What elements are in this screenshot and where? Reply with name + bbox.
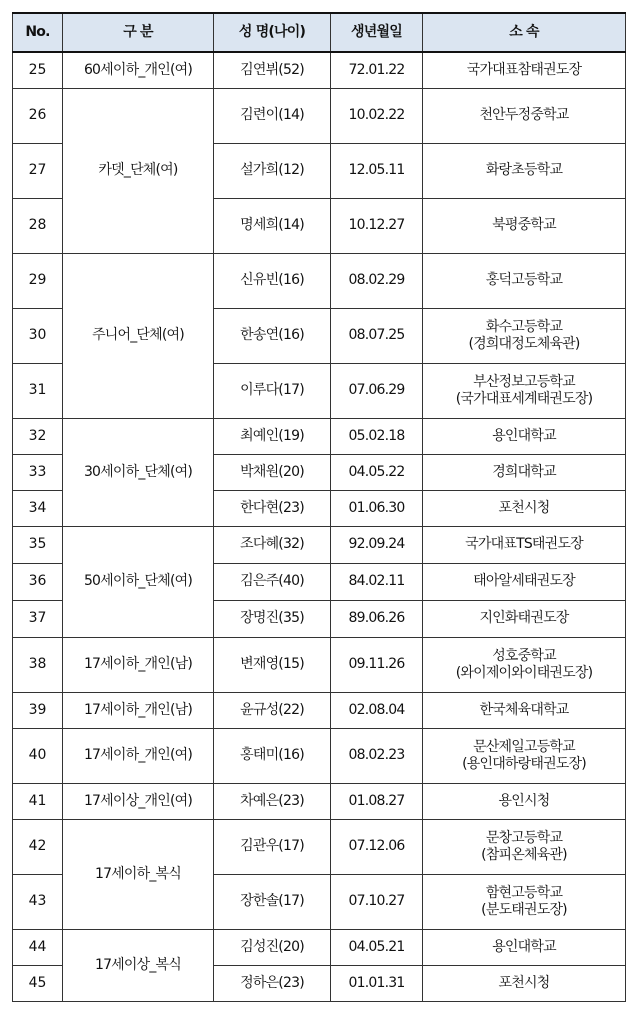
row-birth: 89.06.26: [331, 600, 423, 637]
row-birth: 84.02.11: [331, 563, 423, 600]
row-name: 윤규성(22): [214, 692, 331, 728]
affiliation-line-1: 문창고등학교: [485, 829, 563, 846]
row-division: 17세이하_개인(남): [63, 637, 214, 692]
affiliation-line-2: (와이제이와이태권도장): [455, 664, 593, 681]
row-name: 김관우(17): [214, 819, 331, 874]
row-division: 주니어_단체(여): [63, 253, 214, 418]
row-name: 김련이(14): [214, 88, 331, 143]
header-name: 성 명(나이): [214, 13, 331, 52]
row-affiliation: 포천시청: [423, 490, 626, 526]
table-row: [13, 819, 626, 874]
row-affiliation: 북평중학교: [423, 198, 626, 253]
affiliation-line-2: (참피온체육관): [481, 846, 567, 863]
row-division: 17세이상_개인(여): [63, 783, 214, 819]
row-affiliation: 용인대학교: [423, 418, 626, 454]
row-birth: 01.08.27: [331, 783, 423, 819]
row-name: 장명진(35): [214, 600, 331, 637]
table-row: [13, 692, 626, 728]
row-affiliation: 지인화태권도장: [423, 600, 626, 637]
row-name: 한다현(23): [214, 490, 331, 526]
row-no: 44: [13, 929, 63, 965]
row-no: 29: [13, 253, 63, 308]
row-division: 카뎃_단체(여): [63, 88, 214, 253]
header-affiliation: 소 속: [423, 13, 626, 52]
row-name: 정하은(23): [214, 965, 331, 1001]
row-no: 32: [13, 418, 63, 454]
row-affiliation: 한국체육대학교: [423, 692, 626, 728]
row-birth: 92.09.24: [331, 526, 423, 563]
row-name: 차예은(23): [214, 783, 331, 819]
row-no: 43: [13, 874, 63, 929]
row-birth: 08.02.29: [331, 253, 423, 308]
table-row: [13, 637, 626, 692]
row-no: 25: [13, 52, 63, 88]
row-affiliation: [423, 874, 626, 929]
row-name: 장한솔(17): [214, 874, 331, 929]
table-row: [13, 88, 626, 143]
row-affiliation: 포천시청: [423, 965, 626, 1001]
row-name: 최예인(19): [214, 418, 331, 454]
row-birth: 07.12.06: [331, 819, 423, 874]
row-no: 38: [13, 637, 63, 692]
row-birth: 09.11.26: [331, 637, 423, 692]
row-no: 34: [13, 490, 63, 526]
row-name: 조다혜(32): [214, 526, 331, 563]
row-no: 28: [13, 198, 63, 253]
roster-table: [12, 12, 626, 1002]
table-row: [13, 52, 626, 88]
row-affiliation: 국가대표참태권도장: [423, 52, 626, 88]
row-no: 36: [13, 563, 63, 600]
row-affiliation: 홍덕고등학교: [423, 253, 626, 308]
table-row: [13, 526, 626, 563]
row-affiliation: [423, 637, 626, 692]
affiliation-line-2: (경희대정도체육관): [468, 335, 580, 352]
row-no: 35: [13, 526, 63, 563]
row-birth: 08.02.23: [331, 728, 423, 783]
row-division: 60세이하_개인(여): [63, 52, 214, 88]
row-birth: 10.12.27: [331, 198, 423, 253]
header-row: [13, 13, 626, 52]
row-division: 17세이상_복식: [63, 929, 214, 1001]
row-no: 45: [13, 965, 63, 1001]
row-name: 한송연(16): [214, 308, 331, 363]
row-birth: 07.06.29: [331, 363, 423, 418]
affiliation-line-2: (용인대하랑태권도장): [462, 755, 586, 772]
affiliation-line-1: 성호중학교: [492, 647, 556, 664]
row-birth: 05.02.18: [331, 418, 423, 454]
row-name: 김성진(20): [214, 929, 331, 965]
row-name: 박채원(20): [214, 454, 331, 490]
table-row: [13, 728, 626, 783]
header-no: No.: [13, 13, 63, 52]
row-name: 홍태미(16): [214, 728, 331, 783]
row-name: 김은주(40): [214, 563, 331, 600]
row-no: 42: [13, 819, 63, 874]
row-name: 변재영(15): [214, 637, 331, 692]
row-birth: 02.08.04: [331, 692, 423, 728]
row-birth: 07.10.27: [331, 874, 423, 929]
affiliation-line-2: (분도태권도장): [481, 901, 567, 918]
table-row: [13, 253, 626, 308]
row-name: 김연뷔(52): [214, 52, 331, 88]
row-birth: 08.07.25: [331, 308, 423, 363]
header-birth: 생년월일: [331, 13, 423, 52]
row-affiliation: 용인대학교: [423, 929, 626, 965]
row-birth: 10.02.22: [331, 88, 423, 143]
row-affiliation: 용인시청: [423, 783, 626, 819]
row-division: 17세이하_복식: [63, 819, 214, 929]
row-affiliation: 국가대표TS태권도장: [423, 526, 626, 563]
affiliation-line-1: 화수고등학교: [485, 318, 563, 335]
row-affiliation: 태아알세태권도장: [423, 563, 626, 600]
row-birth: 04.05.21: [331, 929, 423, 965]
row-division: 30세이하_단체(여): [63, 418, 214, 526]
row-name: 설가희(12): [214, 143, 331, 198]
row-no: 37: [13, 600, 63, 637]
header-division: 구 분: [63, 13, 214, 52]
affiliation-line-1: 부산정보고등학교: [473, 373, 575, 390]
row-birth: 04.05.22: [331, 454, 423, 490]
row-birth: 72.01.22: [331, 52, 423, 88]
row-birth: 01.01.31: [331, 965, 423, 1001]
row-birth: 12.05.11: [331, 143, 423, 198]
row-affiliation: [423, 308, 626, 363]
row-affiliation: 화랑초등학교: [423, 143, 626, 198]
row-no: 33: [13, 454, 63, 490]
row-affiliation: [423, 363, 626, 418]
affiliation-line-1: 문산제일고등학교: [473, 738, 575, 755]
table-row: [13, 418, 626, 454]
row-division: 17세이하_개인(여): [63, 728, 214, 783]
row-birth: 01.06.30: [331, 490, 423, 526]
row-division: 17세이하_개인(남): [63, 692, 214, 728]
affiliation-line-1: 함현고등학교: [485, 884, 563, 901]
table-row: [13, 929, 626, 965]
row-affiliation: 천안두정중학교: [423, 88, 626, 143]
row-no: 30: [13, 308, 63, 363]
row-affiliation: [423, 819, 626, 874]
row-no: 40: [13, 728, 63, 783]
row-no: 26: [13, 88, 63, 143]
row-name: 이루다(17): [214, 363, 331, 418]
row-no: 27: [13, 143, 63, 198]
row-no: 39: [13, 692, 63, 728]
row-name: 명세희(14): [214, 198, 331, 253]
row-affiliation: 경희대학교: [423, 454, 626, 490]
row-division: 50세이하_단체(여): [63, 526, 214, 637]
row-name: 신유빈(16): [214, 253, 331, 308]
affiliation-line-2: (국가대표세계태권도장): [455, 390, 593, 407]
table-row: [13, 783, 626, 819]
row-no: 41: [13, 783, 63, 819]
row-no: 31: [13, 363, 63, 418]
row-affiliation: [423, 728, 626, 783]
